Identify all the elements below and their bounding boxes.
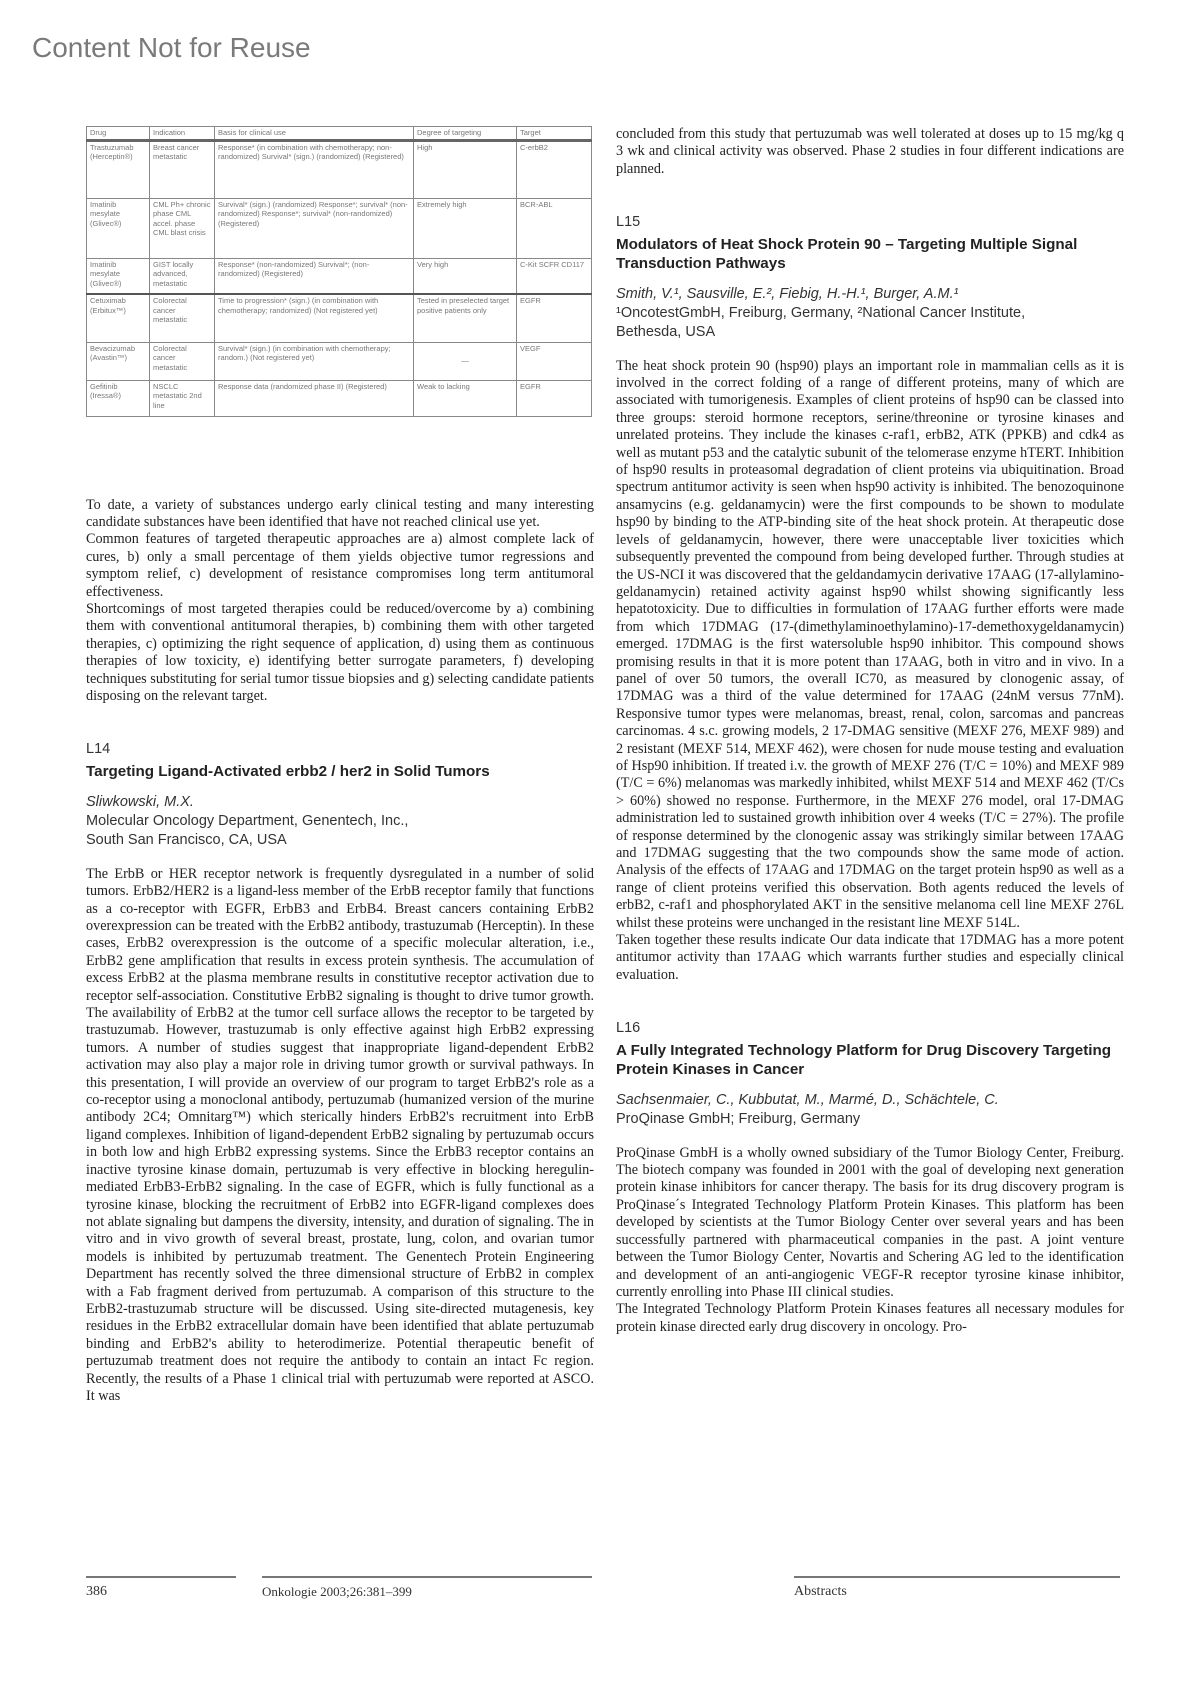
table-row — [87, 140, 592, 198]
cell-indication: Colorectal cancer metastatic — [150, 294, 215, 342]
cell-degree: Weak to lacking — [414, 380, 517, 416]
cell-target: C-erbB2 — [517, 140, 592, 198]
affiliation-line: ¹OncotestGmbH, Freiburg, Germany, ²National Cancer Institute, — [616, 304, 1026, 321]
affiliation-l14 — [86, 812, 594, 850]
table-row — [87, 258, 592, 294]
cell-target: BCR-ABL — [517, 198, 592, 258]
abstract-body-l14: The ErbB or HER receptor network is frequently dysregulated in a number of solid tumors. ErbB2/HER2 is a ligand-less member of the ErbB receptor family that functions as a co-receptor with EGFR, ErbB3 and ErbB4. Breast cancers containing ErbB2 overexpression can be treated with the ErbB2 antibody, trastuzumab (Herceptin). In these cases, ErbB2 overexpression is the outcome of a specific molecular alteration, i.e., ErbB2 gene amplification that results in excess protein synthesis. The accumulation of excess ErbB2 at the plasma membrane results in constitutive receptor activation due to receptor self-association. Constitutive ErbB2 signaling is thought to drive tumor growth. The availability of ErbB2 at the tumor cell surface allows the receptor to be targeted by trastuzumab. However, trastuzumab is only effective against high ErbB2 expressing tumors. A number of studies suggest that inappropriate ligand-dependent ErbB2 activation may also play a major role in driving tumor growth or survival pathways. In this presentation, I will provide an overview of our program to target ErbB2's role as a co-receptor using a monoclonal antibody, pertuzumab (humanized version of the murine antibody 2C4; Omnitarg™) which sterically hinders ErbB2's recruitment into ErbB ligand complexes. Inhibition of ligand-dependent ErbB2 signaling by pertuzumab occurs in both low and high ErbB2 expressing systems. Since the ErbB3 receptor contains an inactive tyrosine kinase domain, pertuzumab is very effective in blocking heregulin-mediated ErbB3-ErbB2 signaling. In the case of EGFR, which is fully functional as a tyrosine kinase, blocking the recruitment of ErbB2 into EGFR-ligand complexes does not ablate signaling but dampens the diversity, intensity, and duration of signaling. The in vitro and in vivo growth of several breast, prostate, lung, colon, and ovarian tumor models is inhibited by pertuzumab treatment. The Genentech Protein Engineering Department has recently solved the three dimensional structure of ErbB2 in complex with a Fab fragment derived from pertuzumab. A comparison of this structure to the ErbB2-trastuzumab structure will be discussed. Using site-directed mutagenesis, key residues in the ErbB2 extracellular domain have been identified that ablate pertuzumab binding and ErbB2's ability to heterodimerize. Potential therapeutic benefit of pertuzumab treatment does not require the antibody to contain an intact Fc region. Recently, the results of a Phase 1 clinical trial with pertuzumab were reported at ASCO. It was — [86, 865, 594, 1404]
cell-indication: CML Ph+ chronic phase CML accel. phase CML blast crisis — [150, 198, 215, 258]
header-indication: Indication — [150, 127, 215, 141]
cell-basis: Response* (non-randomized) Survival*; (non-randomized) (Registered) — [215, 258, 414, 294]
abstract-id-l14: L14 — [86, 741, 111, 758]
cell-degree: Very high — [414, 258, 517, 294]
cell-indication: Breast cancer metastatic — [150, 140, 215, 198]
cell-basis: Response data (randomized phase II) (Registered) — [215, 380, 414, 416]
affiliation-line: Molecular Oncology Department, Genentech, Inc., — [86, 812, 409, 829]
cell-basis: Response* (in combination with chemotherapy; non-randomized) Survival* (sign.) (randomized) (Registered) — [215, 140, 414, 198]
cell-target: C-Kit SCFR CD117 — [517, 258, 592, 294]
abstract-title-l15: Modulators of Heat Shock Protein 90 – Targeting Multiple Signal Transduction Pathways — [616, 235, 1078, 272]
affiliation-line: ProQinase GmbH; Freiburg, Germany — [616, 1110, 861, 1127]
cell-indication: Colorectal cancer metastatic — [150, 342, 215, 380]
cell-target: VEGF — [517, 342, 592, 380]
cell-degree: Extremely high — [414, 198, 517, 258]
affiliation-l16 — [616, 1110, 1124, 1129]
abstract-conclusion-l15: Taken together these results indicate Our data indicate that 17DMAG has a more potent antitumor activity than 17AAG which warrants further studies and especially clinical evaluation. — [616, 932, 1124, 983]
cell-drug: Gefitinib (Iressa®) — [87, 380, 150, 416]
abstract-title-l14: Targeting Ligand-Activated erbb2 / her2 in Solid Tumors — [86, 762, 490, 780]
table-row — [87, 198, 592, 258]
cell-degree: High — [414, 140, 517, 198]
intro-paragraph-2: Common features of targeted therapeutic approaches are a) almost complete lack of cures, b) only a small percentage of them yields objective tumor regressions and symptom relief, c) development of resistance compromises long term antitumoral effectiveness. — [86, 531, 594, 600]
abstract-id-l16: L16 — [616, 1020, 641, 1037]
footer-rule-section — [794, 1576, 1120, 1578]
page-number: 386 — [86, 1584, 107, 1599]
cell-basis: Survival* (sign.) (in combination with chemotherapy; random.) (Not registered yet) — [215, 342, 414, 380]
cell-indication: GIST locally advanced, metastatic — [150, 258, 215, 294]
cell-drug: Bevacizumab (Avastin™) — [87, 342, 150, 380]
cell-drug: Imatinib mesylate (Glivec®) — [87, 198, 150, 258]
table-row — [87, 294, 592, 342]
table-row — [87, 380, 592, 416]
authors-l15: Smith, V.¹, Sausville, E.², Fiebig, H.-H.¹, Burger, A.M.¹ — [616, 285, 959, 302]
table-row — [87, 342, 592, 380]
right-column — [616, 126, 1124, 1336]
abstract-body-l15: The heat shock protein 90 (hsp90) plays an important role in mammalian cells as it is involved in the correct folding of a range of different proteins, many of which are associated with tumorigenesis. Examples of client proteins of hsp90 can be classed into three groups: steroid hormone receptors, serine/threonine or tyrosine kinases and unrelated proteins. They include the kinases c-raf1, erbB2, ATK (PPKB) and cdk4 as well as mutant p53 and the catalytic subunit of the telomerase enzyme hTERT. Inhibition of hsp90 results in proteasomal degradation of client proteins via ubiquitination. Broad spectrum antitumor activity is seen when hsp90 activity is inhibited. The benozoquinone ansamycins (e.g. geldanamycin) were the first compounds to be shown to modulate hsp90 by binding to the ATP-binding site of the heat shock protein. At therapeutic dose levels of geldanamycin, however, there were unacceptable liver toxicities which subsequently prevented the compound from being developed further. Through studies at the US-NCI it was discovered that the geldandamycin derivative 17AAG (17-allylamino-geldanamycin) retained activity against hsp90 whilst showing significantly less hepatotoxicity. Due to difficulties in formulation of 17AAG further efforts were made from which 17DMAG (17-(dimethylaminoethylamino)-17-demethoxygeldanamycin) emerged. 17DMAG is the first watersoluble hsp90 inhibitor. This compound shows promising results in that it is more potent than 17AAG, both in vitro and in vivo. In a panel of over 50 tumors, the overall IC70, as measured by clonogenic assay, of 17DMAG was a third of the value determined for 17AAG (24nM versus 77nM). Responsive tumor types were melanomas, breast, renal, colon, sarcomas and pancreas carcinomas. 4 s.c. growing models, 2 17-DMAG sensitive (MEXF 276, MEXF 989) and 2 resistant (MEXF 514, MEXF 462), were chosen for nude mouse testing and evaluation of Hsp90 inhibition. If treated i.v. the growth of MEXF 276 (T/C = 10%) and MEXF 989 (T/C = 6%) melanomas was markedly inhibited, whilst MEXF 514 and MEXF 462 (T/Cs > 60%) showed no response. Furthermore, in the MEXF 276 model, oral 17-DMAG administration led to sustained growth inhibition over 4 weeks (T/C = 27%). The profile of response determined by the clonogenic assay was strikingly similar between 17AAG and 17DMAG suggesting that the two compounds show the same mode of action. Analysis of the effects of 17AAG and 17DMAG on the target protein hsp90 as well as a range of client proteins verified this observation. Both agents reduced the levels of erbB2, c-raf1 and phosphorylated AKT in the sensitive melanoma cell line MEXF 276L whilst these proteins were unchanged in the resistant line MEXF 514L. — [616, 357, 1124, 931]
watermark: Content Not for Reuse — [32, 32, 311, 63]
header-target: Target — [517, 127, 592, 141]
cell-indication: NSCLC metastatic 2nd line — [150, 380, 215, 416]
authors-l16: Sachsenmaier, C., Kubbutat, M., Marmé, D., Schächtele, C. — [616, 1091, 999, 1108]
header-basis: Basis for clinical use — [215, 127, 414, 141]
abstract-title-l16: A Fully Integrated Technology Platform for Drug Discovery Targeting Protein Kinases in Cancer — [616, 1041, 1112, 1078]
journal-citation: Onkologie 2003;26:381–399 — [262, 1584, 412, 1599]
table-header-row — [87, 127, 592, 141]
affiliation-l15 — [616, 304, 1124, 342]
cell-target: EGFR — [517, 380, 592, 416]
targeted-therapy-table — [86, 126, 592, 417]
affiliation-line: South San Francisco, CA, USA — [86, 831, 287, 848]
cell-degree: Tested in preselected target positive patients only — [414, 294, 517, 342]
header-degree: Degree of targeting — [414, 127, 517, 141]
abstract-body-l16: ProQinase GmbH is a wholly owned subsidiary of the Tumor Biology Center, Freiburg. The biotech company was founded in 2001 with the goal of developing next generation protein kinase inhibitors for cancer therapy. The basis for its drug discovery program is ProQinase´s Integrated Technology Platform Protein Kinases. This platform has been developed by scientists at the Tumor Biology Center over several years and has been successfully partnered with pharmaceutical companies in the past. A joint venture between the Tumor Biology Center, Novartis and Schering AG led to the identification and development of an anti-angiogenic VEGF-R receptor tyrosine kinase inhibitor, currently enrolling into Phase III clinical studies. — [616, 1144, 1124, 1300]
authors-l14: Sliwkowski, M.X. — [86, 793, 194, 810]
intro-paragraph-1: To date, a variety of substances undergo early clinical testing and many interesting candidate substances have been identified that have not reached clinical use yet. — [86, 496, 594, 530]
cell-basis: Survival* (sign.) (randomized) Response*; survival* (non-randomized) Response*; survival* (non-randomized) (Registered) — [215, 198, 414, 258]
cell-basis: Time to progression* (sign.) (in combination with chemotherapy; randomized) (Not registered yet) — [215, 294, 414, 342]
abstract-continuation-l14: concluded from this study that pertuzumab was well tolerated at doses up to 15 mg/kg q 3 wk and clinical activity was observed. Phase 2 studies in four different indications are planned. — [616, 126, 1124, 177]
affiliation-line: Bethesda, USA — [616, 323, 716, 340]
footer-rule-journal — [262, 1576, 592, 1578]
header-drug: Drug — [87, 127, 150, 141]
abstract-id-l15: L15 — [616, 214, 641, 231]
cell-drug: Cetuximab (Erbitux™) — [87, 294, 150, 342]
cell-drug: Trastuzumab (Herceptin®) — [87, 140, 150, 198]
section-label: Abstracts — [794, 1584, 847, 1599]
left-column — [86, 126, 594, 1405]
abstract-body-l16-continued: The Integrated Technology Platform Protein Kinases features all necessary modules for protein kinase directed early drug discovery in oncology. Pro- — [616, 1301, 1124, 1335]
intro-paragraph-3: Shortcomings of most targeted therapies could be reduced/overcome by a) combining them with conventional antitumoral therapies, b) combining them with other targeted therapies, c) optimizing the right sequence of application, d) using them as continuous therapies of low toxicity, e) identifying better surrogate parameters, f) developing techniques substituting for serial tumor tissue biopsies and g) selecting candidate patients disposing on the relevant target. — [86, 600, 594, 704]
footer-rule-page — [86, 1576, 236, 1578]
cell-target: EGFR — [517, 294, 592, 342]
cell-degree: — — [414, 342, 517, 380]
cell-drug: Imatinib mesylate (Glivec®) — [87, 258, 150, 294]
